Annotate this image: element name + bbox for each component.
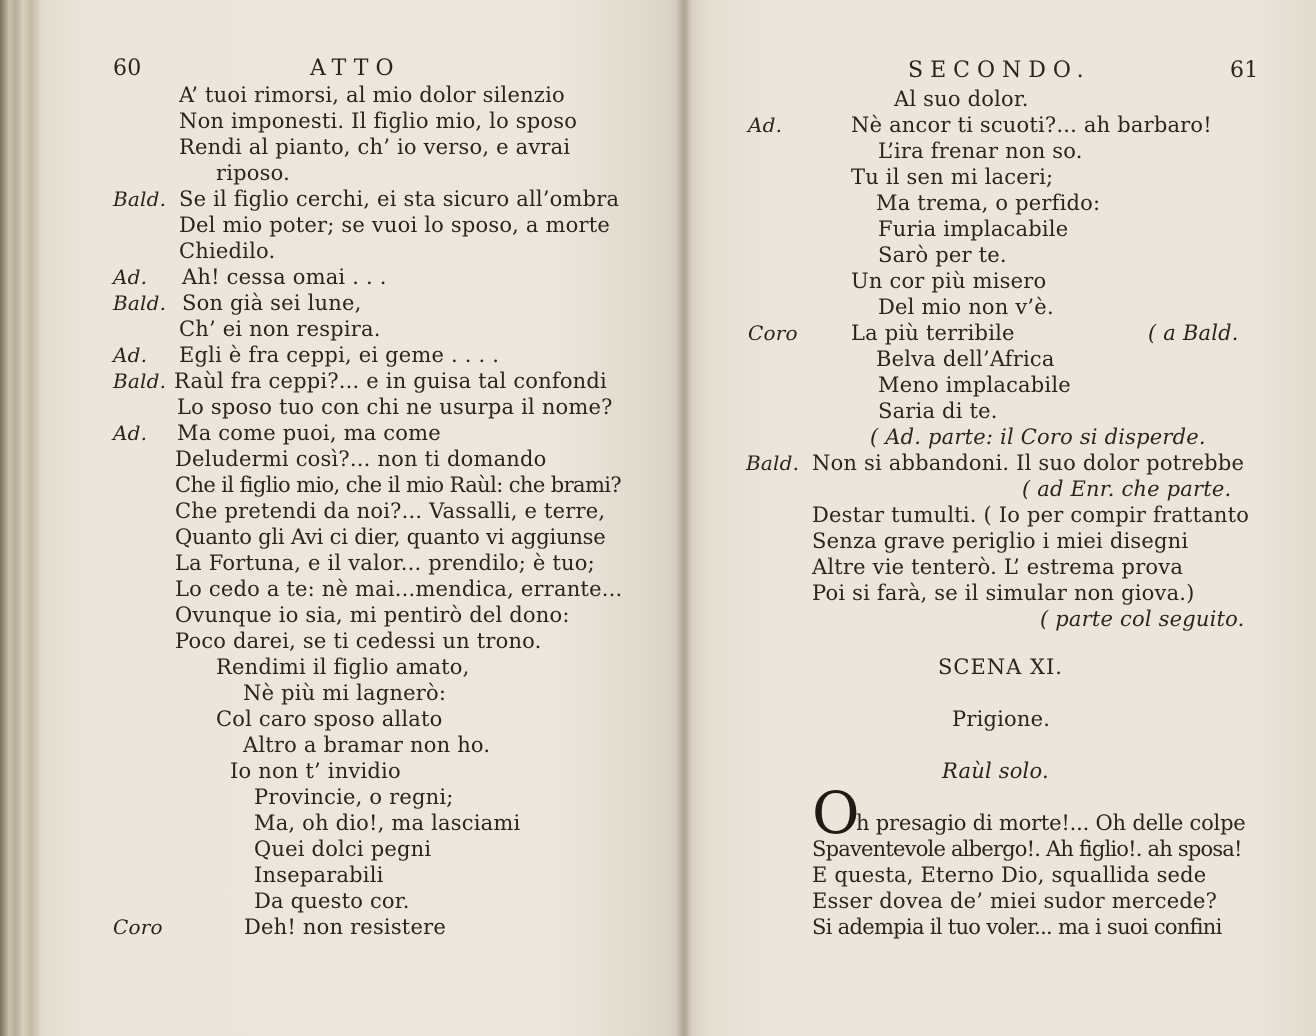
verse-line: Poco darei, se ti cedessi un trono. [175,629,542,653]
verse-line: Ma trema, o perfido: [876,191,1101,215]
scene-heading: SCENA XI. [938,655,1063,679]
verse-line: Che il figlio mio, che il mio Raùl: che brami? [175,473,622,497]
verse-line: Esser dovea de’ miei sudor mercede? [812,889,1218,913]
speaker-label: Bald. [746,451,800,475]
speaker-label: Bald. [113,291,167,315]
verse-line: Da questo cor. [254,889,410,913]
verse-line: Tu il sen mi laceri; [851,165,1054,189]
verse-line: Nè ancor ti scuoti?... ah barbaro! [851,113,1212,137]
verse-line: Spaventevole albergo!. Ah figlio!. ah sposa! [812,837,1242,861]
verse-line: A’ tuoi rimorsi, al mio dolor silenzio [179,83,565,107]
verse-line: Rendi al pianto, ch’ io verso, e avrai [179,135,571,159]
scene-characters: Raùl solo. [942,759,1049,783]
verse-line: Ch’ ei non respira. [179,317,381,341]
verse-line: Destar tumulti. ( Io per compir frattanto [812,503,1250,527]
verse-line: L’ira frenar non so. [878,139,1083,163]
stage-direction: ( parte col seguito. [1040,607,1245,631]
verse-line: Lo cedo a te: nè mai...mendica, errante... [175,577,623,601]
verse-line: Non imponesti. Il figlio mio, lo sposo [179,109,578,133]
verse-line: Nè più mi lagnerò: [243,681,447,705]
speaker-label: Ad. [113,265,148,289]
verse-line: Un cor più misero [851,269,1047,293]
verse-line: Ovunque io sia, mi pentirò del dono: [175,603,570,627]
verse-line: Io non t’ invidio [230,759,401,783]
running-head-left: ATTO [310,56,401,81]
verse-line: Che pretendi da noi?... Vassalli, e terre, [175,499,606,523]
verse-line: Provincie, o regni; [254,785,454,809]
speaker-label: Ad. [113,343,148,367]
verse-line: Lo sposo tuo con chi ne usurpa il nome? [177,395,613,419]
verse-line: E questa, Eterno Dio, squallida sede [812,863,1207,887]
speaker-label: Ad. [113,421,148,445]
speaker-label: Ad. [748,113,783,137]
drop-capital: O [812,779,860,847]
page-number-left: 60 [113,56,142,81]
speaker-label: Coro [748,321,798,345]
verse-line: h presagio di morte!... Oh delle colpe [856,811,1246,835]
verse-line: Belva dell’Africa [876,347,1055,371]
verse-line: Non si abbandoni. Il suo dolor potrebbe [812,451,1245,475]
stage-direction: ( a Bald. [1148,321,1239,345]
verse-line: Ma, oh dio!, ma lasciami [254,811,521,835]
verse-line: Col caro sposo allato [216,707,443,731]
verse-line: Ma come puoi, ma come [177,421,441,445]
speaker-label: Bald. [113,187,167,211]
verse-line: Inseparabili [254,863,384,887]
verse-line: Sarò per te. [878,243,1007,267]
stage-direction: ( Ad. parte: il Coro si disperde. [870,425,1206,449]
verse-line: Quanto gli Avi ci dier, quanto vi aggiunse [175,525,606,549]
verse-line: riposo. [216,161,290,185]
verse-line: Saria di te. [878,399,998,423]
verse-line: Del mio poter; se vuoi lo sposo, a morte [179,213,610,237]
verse-line: La Fortuna, e il valor... prendilo; è tuo; [175,551,595,575]
verse-line: Rendimi il figlio amato, [216,655,470,679]
book-gutter [676,0,692,1036]
verse-line: Egli è fra ceppi, ei geme . . . . [179,343,500,367]
verse-line: Al suo dolor. [894,87,1029,111]
verse-line: Si adempia il tuo voler... ma i suoi confini [812,915,1222,939]
verse-line: Meno implacabile [878,373,1071,397]
running-head-right: SECONDO. [908,58,1091,83]
verse-line: Deludermi così?... non ti domando [175,447,547,471]
verse-line: Ah! cessa omai . . . [182,265,387,289]
verse-line: Altro a bramar non ho. [243,733,491,757]
verse-line: La più terribile [851,321,1015,345]
verse-line: Deh! non resistere [244,915,446,939]
speaker-label: Bald. [113,369,167,393]
verse-line: Del mio non v’è. [878,295,1054,319]
verse-line: Furia implacabile [878,217,1069,241]
verse-line: Se il figlio cerchi, ei sta sicuro all’ombra [179,187,620,211]
scene-setting: Prigione. [952,707,1051,731]
page-number-right: 61 [1230,58,1259,83]
verse-line: Chiedilo. [179,239,276,263]
verse-line: Poi si farà, se il simular non giova.) [812,581,1195,605]
stage-direction: ( ad Enr. che parte. [1022,477,1232,501]
speaker-label: Coro [113,915,163,939]
verse-line: Raùl fra ceppi?... e in guisa tal confondi [174,369,607,393]
verse-line: Quei dolci pegni [254,837,432,861]
verse-line: Altre vie tenterò. L’ estrema prova [812,555,1184,579]
verse-line: Senza grave periglio i miei disegni [812,529,1189,553]
verse-line: Son già sei lune, [182,291,362,315]
